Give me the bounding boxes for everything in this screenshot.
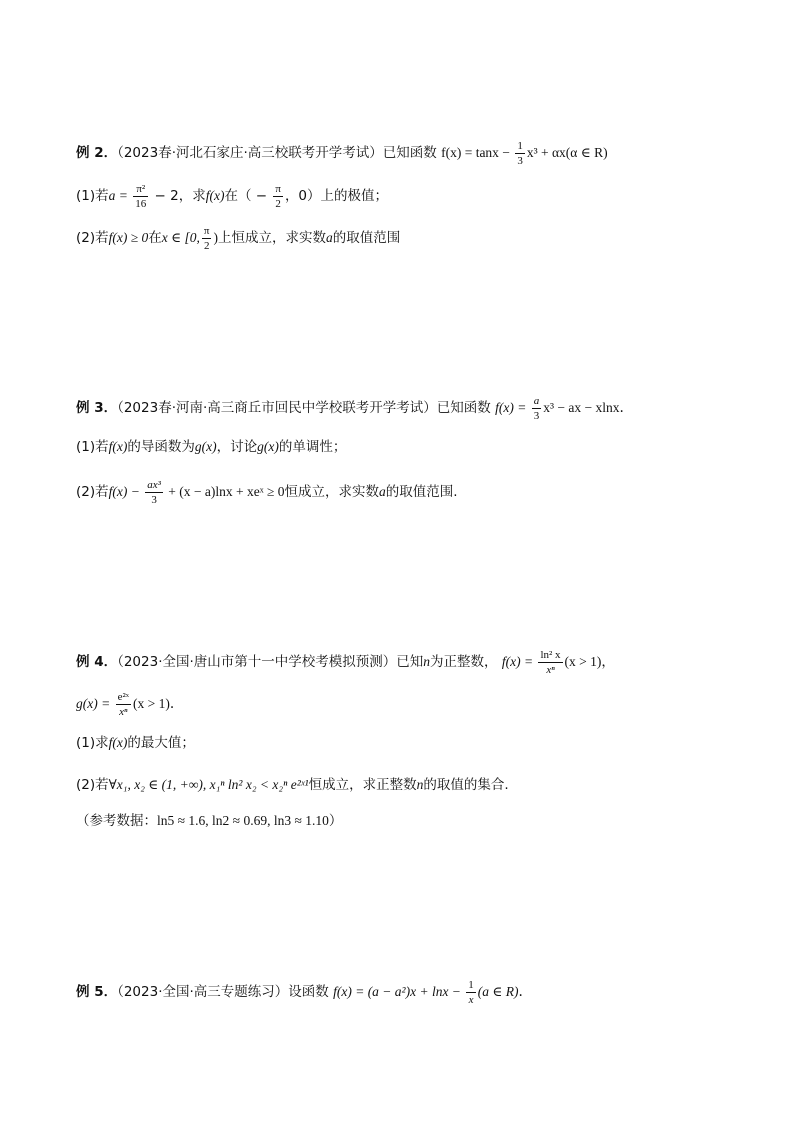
example-2-statement [76, 139, 608, 168]
fraction: $\frac{1}{x}$ [468, 979, 474, 1006]
fraction: $\frac{\pi}{2}$ [275, 183, 281, 210]
math-var: n [423, 654, 431, 669]
math-expr: + (x − a)lnx + xeˣ ≥ 0 [164, 484, 285, 499]
text: ） [328, 813, 343, 829]
example-4-label: 例 4． [76, 654, 118, 670]
text: 已知 [396, 654, 424, 670]
part-label: (2)若 [76, 230, 109, 246]
example-5-statement [76, 978, 523, 1007]
fraction: $\frac{\text{ln² x}}{\text{xⁿ}}$ [540, 649, 561, 676]
math-expr: f(x) = (a − a²)x + lnx − [333, 984, 465, 999]
text: 设函数 [288, 984, 329, 1000]
part-label: (1)若 [76, 439, 109, 455]
text: 上恒成立，求实数 [217, 230, 326, 246]
text: . [169, 696, 175, 712]
example-3-statement [76, 394, 624, 423]
text: 为正整数， [430, 654, 498, 670]
math-expr: f(x) − [108, 484, 144, 499]
math-expr: f(x) ≥ 0 [108, 230, 149, 245]
example-2-intro: 已知函数 [382, 145, 437, 161]
example-4-g-definition [76, 690, 174, 719]
math-var: n [416, 777, 424, 792]
math-expr: (x > 1) [132, 696, 170, 711]
example-2-function: f(x) = tanx − [441, 145, 514, 160]
text: 的导函数为 [127, 439, 195, 455]
part-label: (1)若 [76, 188, 109, 204]
part-label: (2)若 [76, 777, 109, 793]
example-2-part-1 [76, 182, 388, 211]
example-3-part-1 [76, 437, 346, 457]
text: （参考数据： [76, 813, 157, 829]
text: . [619, 400, 624, 416]
text: 的单调性； [278, 439, 347, 455]
text: 的取值范围 [332, 230, 401, 246]
math-expr: f(x) [205, 188, 225, 203]
math-expr: x ∈ [0, [161, 230, 200, 245]
math-expr: ∀x₁, x₂ ∈ (1, +∞), x₁ⁿ ln² x₂ < x₂ⁿ e²ˣ¹ [108, 777, 309, 792]
math-expr: ) [213, 230, 218, 245]
math-expr: ln5 ≈ 1.6, ln2 ≈ 0.69, ln3 ≈ 1.10 [157, 813, 329, 828]
text: − 2，求 [150, 188, 206, 204]
math-expr: a = [108, 188, 132, 203]
example-2-source: （2023春·河北石家庄·高三校联考开学考试） [117, 145, 383, 161]
text: 的取值的集合. [423, 777, 509, 793]
example-5-source: （2023·全国·高三专题练习） [117, 984, 289, 1000]
text: 恒成立，求正整数 [308, 777, 417, 793]
fraction: $\frac{a}{3}$ [533, 395, 540, 422]
example-2-part-2 [76, 224, 400, 253]
text: 在 [148, 230, 162, 246]
example-2-fraction: $\frac{1}{3}$ [517, 140, 523, 167]
fraction: $\frac{\pi}{2}$ [203, 225, 210, 252]
text: ， [601, 654, 615, 670]
math-expr: f(x) = [495, 400, 530, 415]
example-3-part-2 [76, 478, 458, 507]
text: 恒成立，求实数 [284, 484, 380, 500]
math-expr: g(x) [194, 439, 217, 454]
example-5-label: 例 5． [76, 984, 118, 1000]
math-expr: f(x) [108, 439, 128, 454]
text: 已知函数 [436, 400, 491, 416]
math-expr: f(x) [108, 735, 128, 750]
fraction: $\frac{\text{e²ˣ}}{\text{xⁿ}}$ [117, 691, 129, 718]
text: 在（ − [224, 188, 272, 204]
text: 的最大值； [127, 735, 195, 751]
example-4-statement [76, 648, 615, 677]
example-3-source: （2023春·河南·高三商丘市回民中学校联考开学考试） [117, 400, 437, 416]
math-var: a [325, 230, 333, 245]
example-2-function-tail: x³ + αx(α ∈ R) [526, 145, 608, 160]
part-label: (2)若 [76, 484, 109, 500]
example-3-label: 例 3． [76, 400, 118, 416]
text: ，0）上的极值； [284, 188, 389, 204]
fraction: $\frac{\text{π²}}{16}$ [135, 183, 147, 210]
math-expr: (a ∈ R) [477, 984, 519, 999]
part-label: (1)求 [76, 735, 109, 751]
math-expr: g(x) = [76, 696, 114, 711]
text: ，讨论 [216, 439, 258, 455]
example-4-part-1 [76, 733, 195, 753]
example-4-reference-data [76, 811, 342, 831]
example-2-label: 例 2． [76, 145, 118, 161]
text: 的取值范围. [385, 484, 458, 500]
example-4-part-2 [76, 775, 509, 795]
math-expr: x³ − ax − xlnx [543, 400, 620, 415]
fraction: $\frac{\text{ax³}}{3}$ [147, 479, 161, 506]
math-expr: g(x) [257, 439, 279, 454]
math-expr: (x > 1) [564, 654, 602, 669]
math-expr: f(x) = [501, 654, 537, 669]
text: . [518, 984, 523, 1000]
example-4-source: （2023·全国·唐山市第十一中学校考模拟预测） [117, 654, 397, 670]
math-var: a [379, 484, 386, 499]
